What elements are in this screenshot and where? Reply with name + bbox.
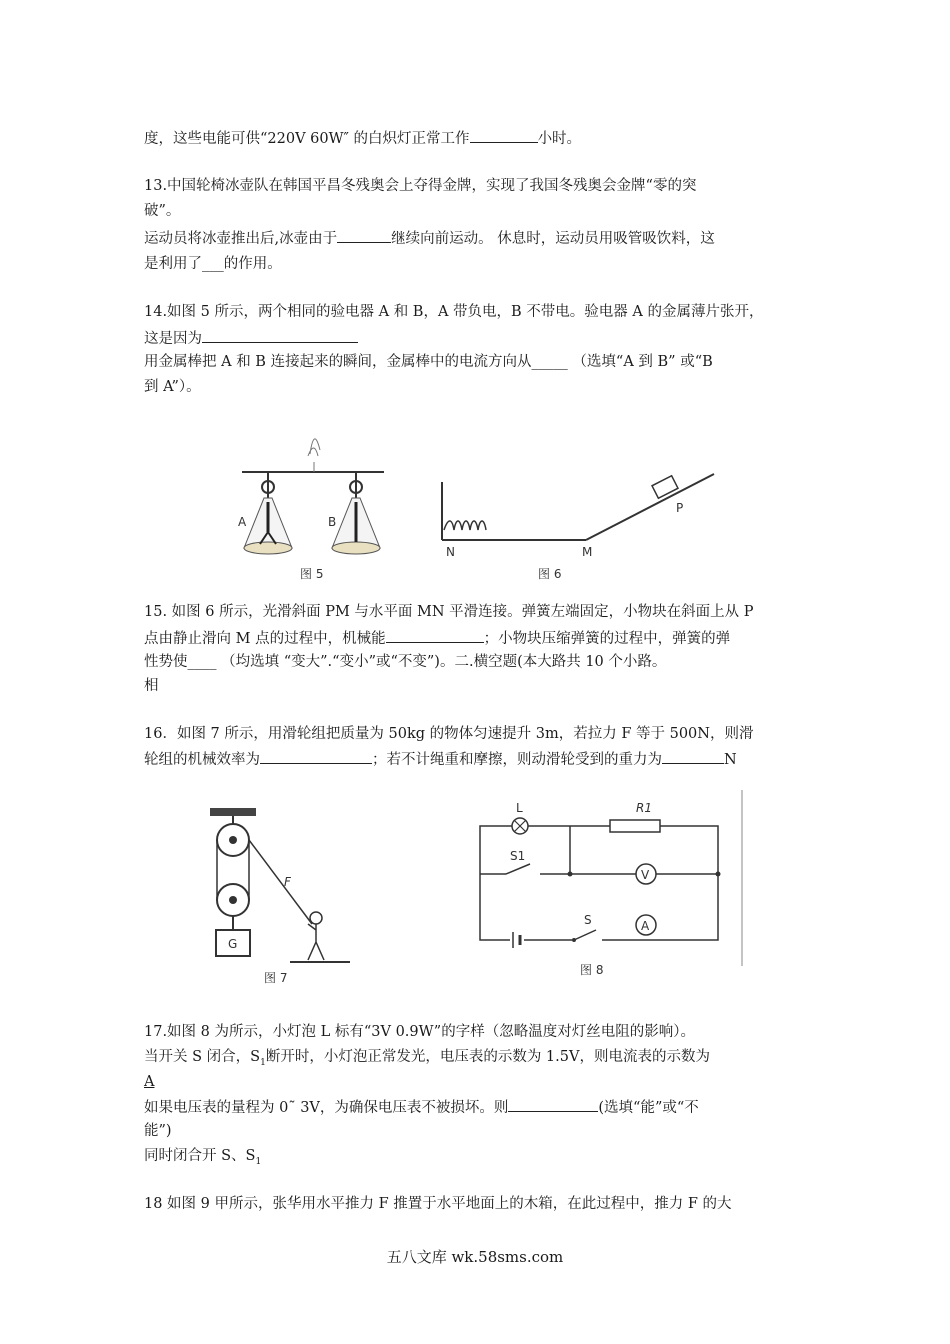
q15-line-3: 性势使____ （均选填 “变大”.“变小”或“不变”)。二.横空题(本大路共 10 个小路。 bbox=[144, 654, 667, 670]
text-segment: 当开关 S 闭合，S bbox=[144, 1049, 261, 1065]
text-segment: 继续向前运动。 休息时，运动员用吸管吸饮料，这 bbox=[391, 231, 715, 247]
fig5-label-a: A bbox=[238, 515, 247, 529]
subscript: 1 bbox=[260, 1057, 266, 1068]
answer-blank bbox=[662, 749, 724, 764]
q17-line-1: 17.如图 8 为所示，小灯泡 L 标有“3V 0.9W”的字样（忽略温度对灯丝电阻的影响）。 bbox=[144, 1024, 695, 1040]
fig6-label-m: M bbox=[582, 545, 593, 559]
page-footer: 五八文库 wk.58sms.com bbox=[386, 1248, 564, 1266]
answer-blank bbox=[337, 228, 391, 243]
fig8-label-s1: S1 bbox=[510, 849, 526, 863]
fig6-caption: 图 6 bbox=[538, 567, 562, 581]
q17-line-5: 能”) bbox=[144, 1123, 172, 1139]
fig8-label-a: A bbox=[641, 919, 650, 933]
fig6-label-n: N bbox=[446, 545, 455, 559]
q13-line-1: 13.中国轮椅冰壶队在韩国平昌冬残奥会上夺得金牌，实现了我国冬残奥会金牌“零的突 bbox=[144, 178, 697, 194]
text-segment: ；若不计绳重和摩擦，则动滑轮受到的重力为 bbox=[372, 752, 662, 768]
q16-line-1: 16．如图 7 所示，用滑轮组把质量为 50kg 的物体匀速提升 3m，若拉力 F 等于 500N，则滑 bbox=[144, 726, 754, 742]
answer-blank bbox=[386, 628, 484, 643]
fig8-label-l: L bbox=[516, 801, 523, 815]
figure-5-electroscopes bbox=[238, 439, 384, 581]
text-segment: 轮组的机械效率为 bbox=[144, 752, 260, 768]
text-segment: (选填“能”或“不 bbox=[598, 1100, 699, 1116]
text-segment: 这是因为 bbox=[144, 331, 202, 347]
q13-line-2: 破”。 bbox=[144, 203, 181, 219]
answer-blank bbox=[260, 749, 372, 764]
figures-7-8 bbox=[180, 790, 760, 990]
q17-line-6 bbox=[144, 1146, 261, 1172]
text-segment: 断开时，小灯泡正常发光，电压表的示数为 1.5V，则电流表的示数为 bbox=[265, 1049, 710, 1065]
q17-line-2 bbox=[144, 1047, 710, 1073]
fig5-label-b: B bbox=[328, 515, 337, 529]
q14-line-1: 14.如图 5 所示，两个相同的验电器 A 和 B，A 带负电，B 不带电。验电器 A 的金属薄片张开， bbox=[144, 304, 764, 320]
q14-line-2 bbox=[144, 328, 358, 349]
fig7-label-g: G bbox=[228, 937, 238, 951]
q13-line-4: 是利用了___的作用。 bbox=[144, 256, 282, 272]
answer-blank bbox=[508, 1097, 598, 1112]
q18-line-1: 18 如图 9 甲所示，张华用水平推力 F 推置于水平地面上的木箱，在此过程中，推力 F 的大 bbox=[144, 1196, 732, 1212]
text-segment: 运动员将冰壶推出后,冰壶由于 bbox=[144, 231, 338, 247]
answer-blank bbox=[470, 128, 538, 143]
q16-line-2 bbox=[144, 749, 737, 770]
figure-8-circuit bbox=[480, 790, 742, 977]
q14-line-4: 到 A”）。 bbox=[144, 379, 201, 395]
fig8-label-r1: R1 bbox=[636, 801, 652, 815]
fig8-caption: 图 8 bbox=[580, 963, 604, 977]
fig7-caption: 图 7 bbox=[264, 971, 288, 985]
text-segment: N bbox=[724, 752, 737, 768]
fig6-label-p: P bbox=[676, 501, 684, 515]
figure-7-pulley bbox=[210, 808, 350, 985]
figures-5-6 bbox=[230, 420, 730, 590]
q15-line-2 bbox=[144, 628, 730, 649]
text-segment: ；小物块压缩弹簧的过程中，弹簧的弹 bbox=[483, 631, 731, 647]
q14-line-3: 用金属棒把 A 和 B 连接起来的瞬间，金属棒中的电流方向从_____ （选填“A 到 B” 或“B bbox=[144, 354, 713, 370]
fig5-caption: 图 5 bbox=[300, 567, 324, 581]
text-segment: 小时。 bbox=[537, 131, 582, 147]
q15-line-4: 相 bbox=[144, 678, 159, 694]
answer-blank bbox=[202, 328, 358, 343]
q13-line-3 bbox=[144, 228, 715, 249]
q15-line-1: 15. 如图 6 所示，光滑斜面 PM 与水平面 MN 平滑连接。弹簧左端固定，小物块在斜面上从 P bbox=[144, 604, 754, 620]
text-segment: 度，这些电能可供“220V 60W″ 的白炽灯正常工作 bbox=[144, 131, 470, 147]
subscript: 1 bbox=[255, 1156, 262, 1167]
q17-line-4 bbox=[144, 1097, 699, 1118]
text-line bbox=[144, 128, 581, 149]
text-segment: 如果电压表的量程为 0˜ 3V，为确保电压表不被损坏。则 bbox=[144, 1100, 509, 1116]
fig8-label-v: V bbox=[641, 868, 650, 882]
figure-6-incline bbox=[442, 474, 714, 581]
text-segment: 同时闭合开 S、S bbox=[144, 1148, 256, 1164]
text-segment: 点由静止滑向 M 点的过程中，机械能 bbox=[144, 631, 386, 647]
fig7-label-f: F bbox=[284, 875, 291, 889]
fig8-label-s: S bbox=[584, 913, 592, 927]
q17-line-3: A bbox=[144, 1074, 155, 1090]
